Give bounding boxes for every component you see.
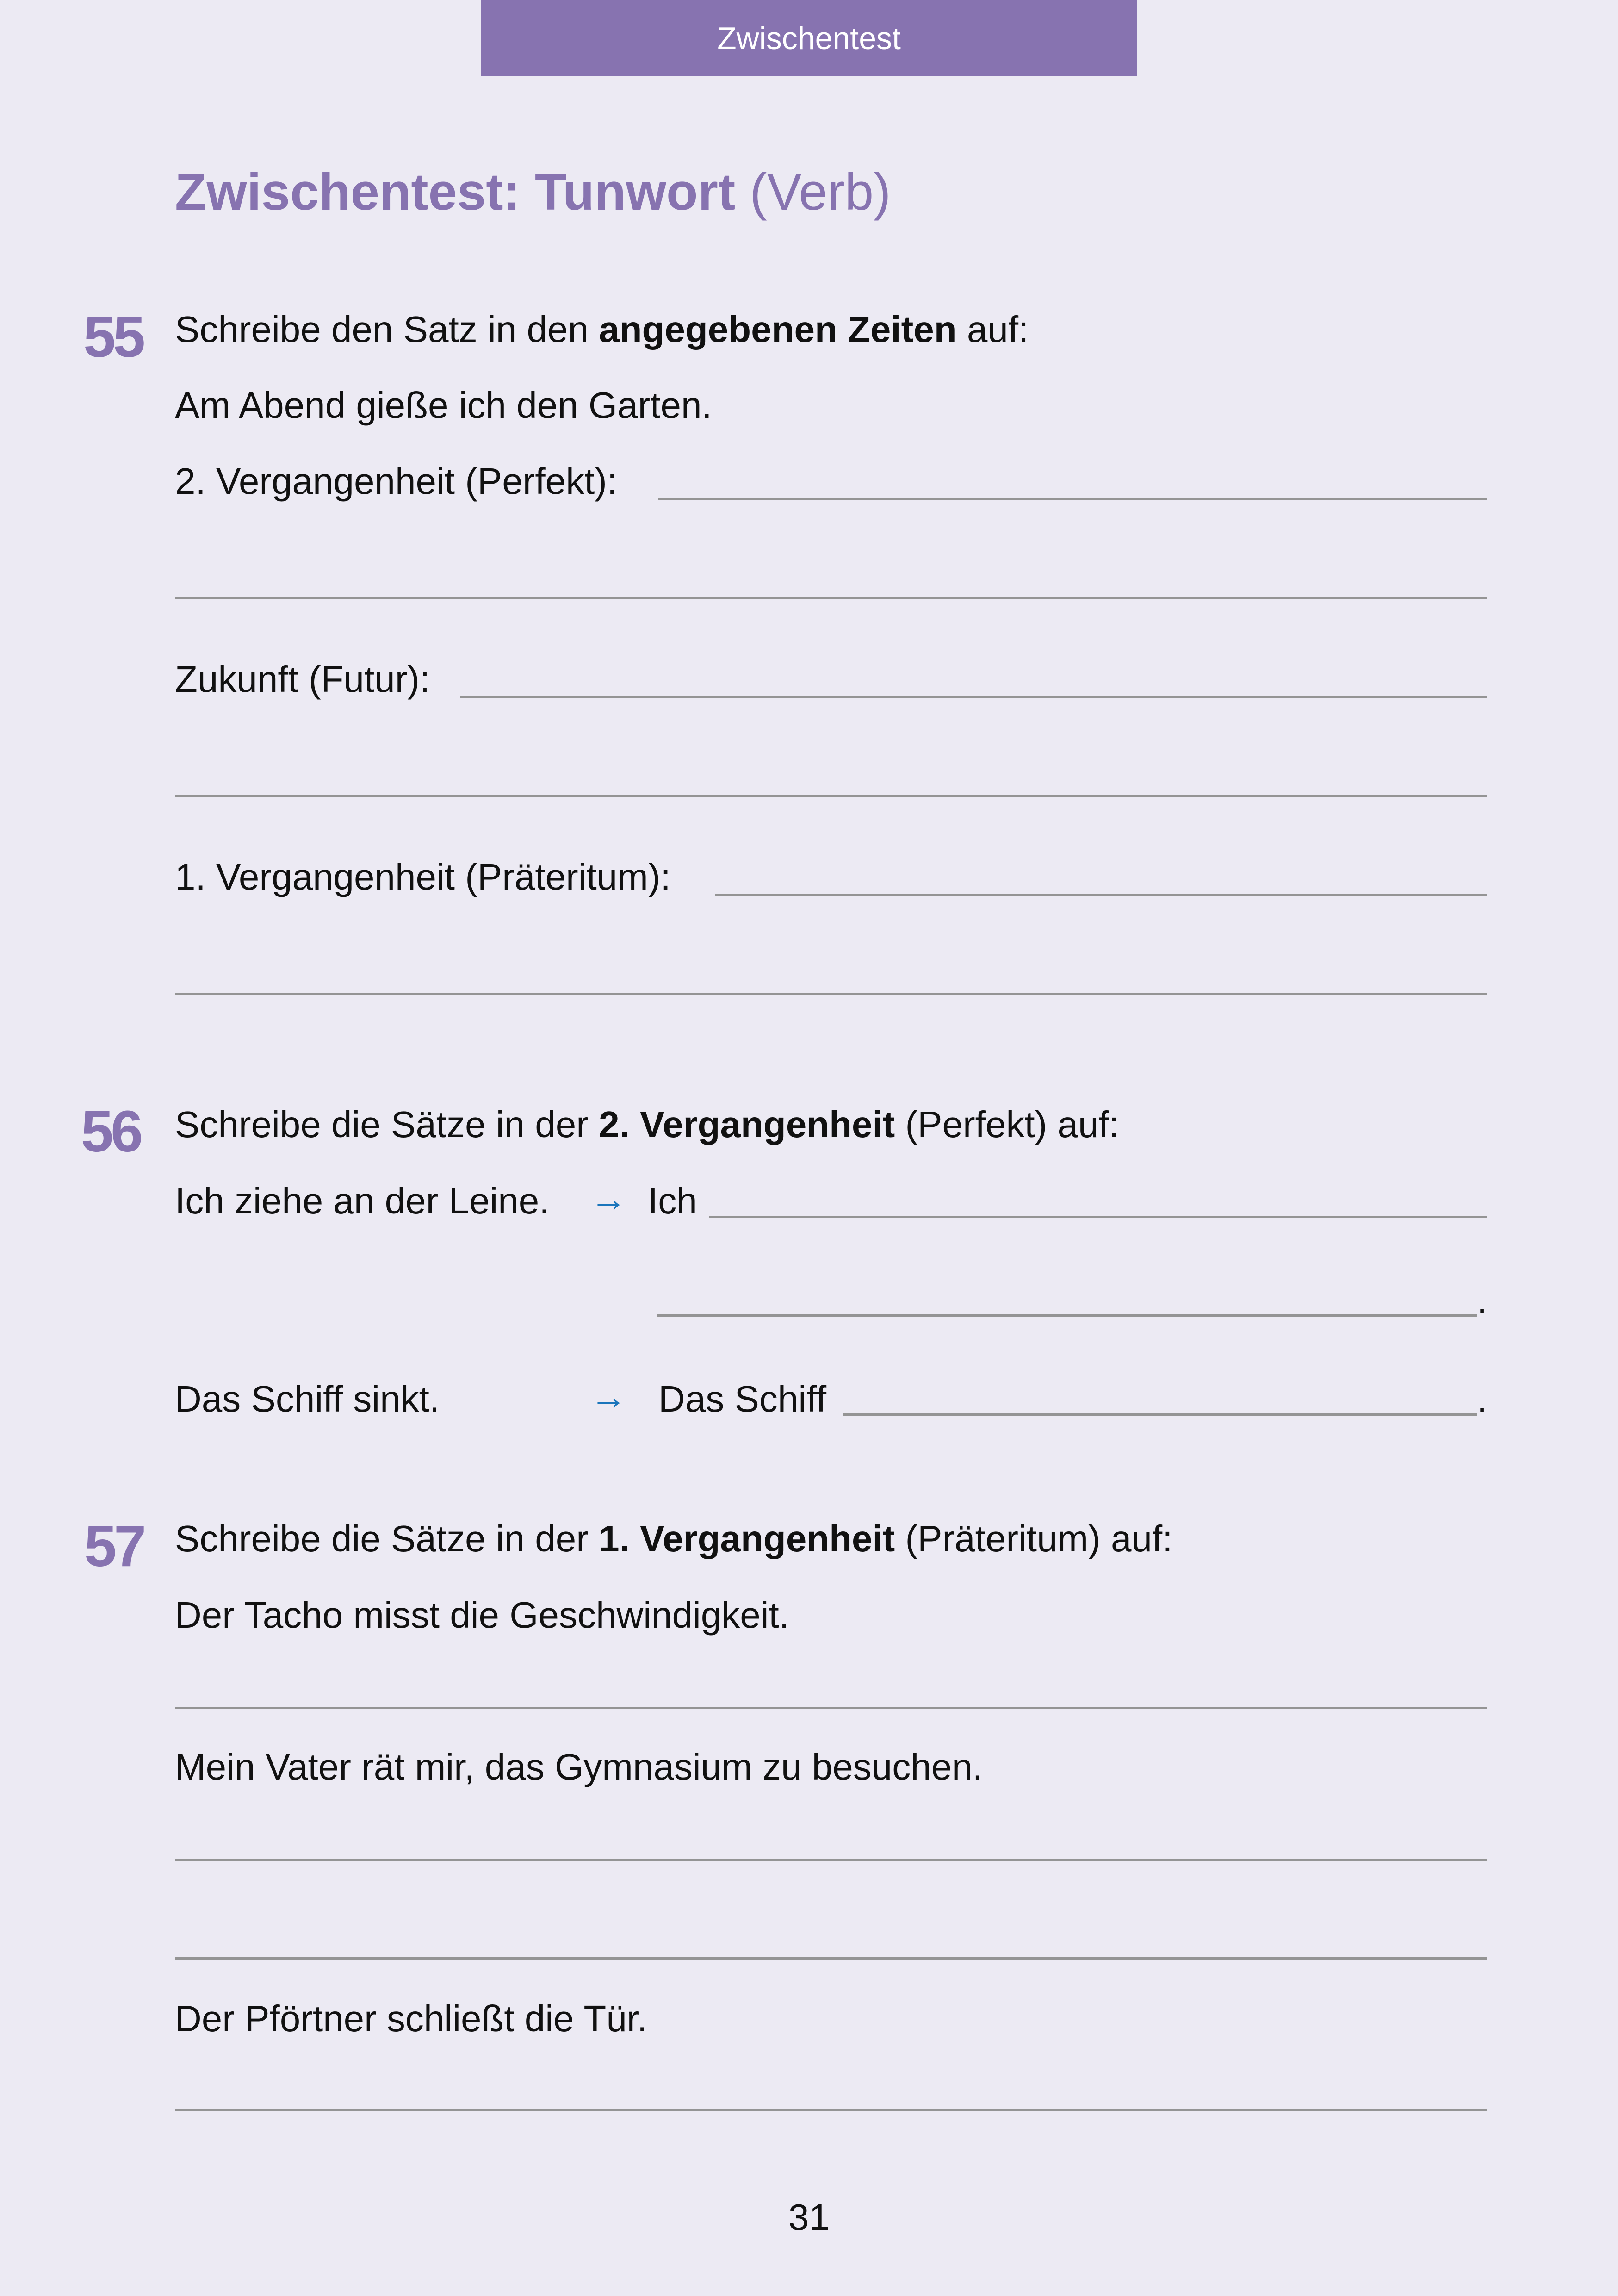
answer-line-56-1b[interactable]	[657, 1314, 1477, 1317]
answer-line-56-1a[interactable]	[709, 1216, 1487, 1218]
exercise-number-55: 55	[83, 304, 143, 369]
section-header-label: Zwischentest	[717, 20, 901, 56]
exercise-number-56: 56	[81, 1099, 141, 1164]
sentence-end-period: .	[1477, 1280, 1488, 1321]
answer-start-das-schiff: Das Schiff	[658, 1378, 827, 1419]
answer-line-futur-1[interactable]	[460, 696, 1487, 698]
instruction-bold: 1. Vergangenheit	[599, 1518, 895, 1559]
answer-start-ich: Ich	[648, 1180, 697, 1221]
instruction-text: (Perfekt) auf:	[895, 1104, 1119, 1145]
exercise-56-instruction	[175, 1106, 1119, 1143]
exercise-57-sentence-2: Mein Vater rät mir, das Gymnasium zu besuchen.	[175, 1746, 983, 1787]
sentence-end-period: .	[1477, 1379, 1488, 1420]
answer-line-57-3[interactable]	[175, 2109, 1487, 2111]
instruction-bold: angegebenen Zeiten	[599, 309, 957, 350]
exercise-57-instruction	[175, 1520, 1172, 1557]
instruction-text: Schreibe die Sätze in der	[175, 1104, 599, 1145]
arrow-right-icon: →	[590, 1376, 627, 1417]
answer-line-praeteritum-2[interactable]	[175, 993, 1487, 995]
page-title-bold: Zwischentest: Tunwort	[175, 163, 736, 221]
exercise-55-instruction	[175, 311, 1029, 348]
answer-line-57-2b[interactable]	[175, 1957, 1487, 1960]
answer-line-perfekt-2[interactable]	[175, 597, 1487, 599]
answer-line-56-2[interactable]	[843, 1413, 1477, 1416]
exercise-57-sentence-1: Der Tacho misst die Geschwindigkeit.	[175, 1594, 789, 1636]
exercise-56-sentence-1: Ich ziehe an der Leine.	[175, 1180, 550, 1221]
arrow-right-icon: →	[590, 1178, 627, 1219]
instruction-text: (Präteritum) auf:	[895, 1518, 1173, 1559]
page-title	[175, 162, 891, 222]
prompt-label-praeteritum: 1. Vergangenheit (Präteritum):	[175, 856, 671, 897]
exercise-57-sentence-3: Der Pförtner schließt die Tür.	[175, 1998, 648, 2039]
answer-line-futur-2[interactable]	[175, 795, 1487, 797]
exercise-55-sentence: Am Abend gieße ich den Garten.	[175, 385, 712, 426]
instruction-bold: 2. Vergangenheit	[599, 1104, 895, 1145]
answer-line-57-2a[interactable]	[175, 1859, 1487, 1861]
instruction-text: Schreibe den Satz in den	[175, 309, 599, 350]
instruction-text: Schreibe die Sätze in der	[175, 1518, 599, 1559]
answer-line-perfekt-1[interactable]	[658, 498, 1487, 500]
prompt-label-perfekt: 2. Vergangenheit (Perfekt):	[175, 460, 618, 502]
prompt-label-futur: Zukunft (Futur):	[175, 659, 430, 700]
answer-line-57-1[interactable]	[175, 1707, 1487, 1709]
exercise-56-sentence-2: Das Schiff sinkt.	[175, 1378, 440, 1419]
page-number: 31	[788, 2196, 830, 2238]
section-header-band	[481, 0, 1137, 76]
exercise-number-57: 57	[84, 1513, 144, 1579]
instruction-text: auf:	[956, 309, 1029, 350]
answer-line-praeteritum-1[interactable]	[715, 894, 1487, 896]
page-title-normal: (Verb)	[750, 163, 891, 221]
